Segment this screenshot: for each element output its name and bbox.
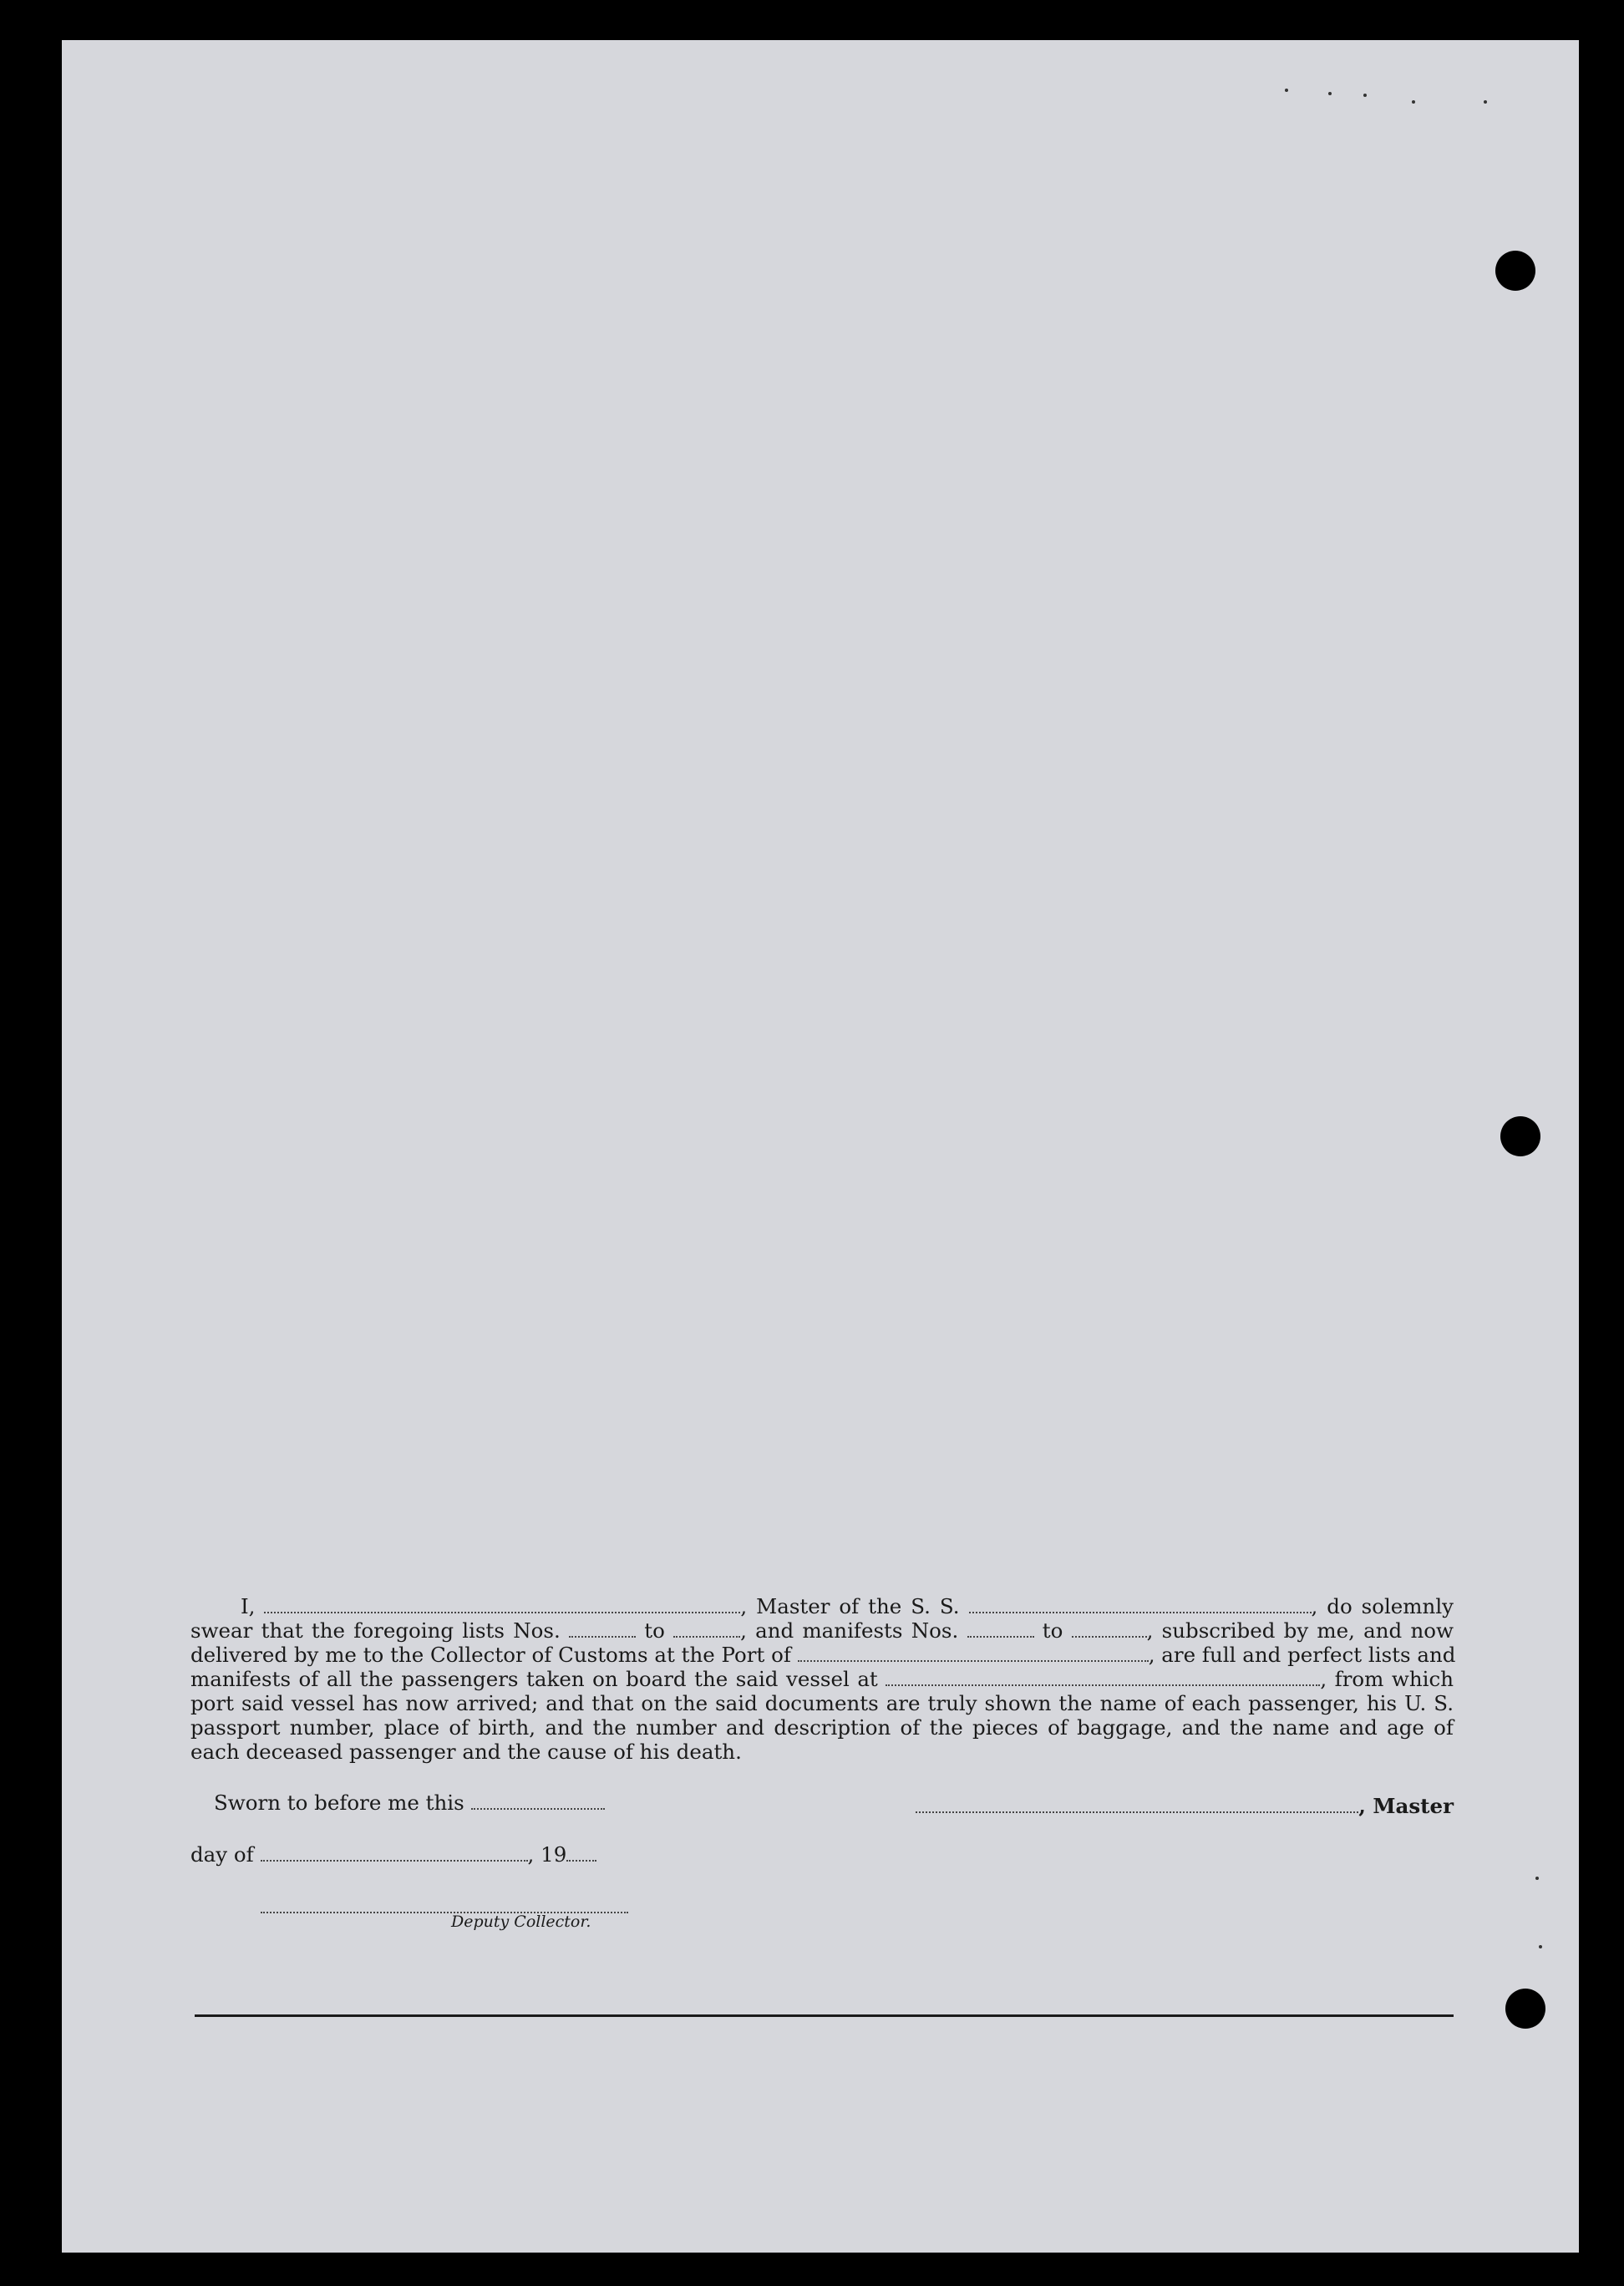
- oath-paragraph: [190, 1594, 1454, 1764]
- month-blank: [261, 1859, 528, 1862]
- vessel-name-blank: [969, 1611, 1312, 1613]
- oath-line-6: passport number, place of birth, and the number and description of the pieces of baggage, and the name and age of: [190, 1715, 1454, 1740]
- name-blank: [264, 1611, 740, 1613]
- departure-port-blank: [886, 1684, 1320, 1686]
- lists-from-blank: [569, 1635, 636, 1638]
- punch-hole-middle: [1500, 1116, 1540, 1156]
- day-row: day of , 19: [190, 1842, 596, 1867]
- oath-line-2: swear that the foregoing lists Nos. to , and manifests Nos. to , subscribed by me, and now: [190, 1618, 1454, 1643]
- manifests-to-blank: [1072, 1635, 1147, 1638]
- punch-hole-top: [1495, 251, 1535, 291]
- master-signature-row: , Master: [916, 1794, 1454, 1818]
- paper-speck: [1535, 1877, 1539, 1880]
- document-page: [62, 40, 1579, 2253]
- oath-line-4: manifests of all the passengers taken on board the said vessel at , from which: [190, 1667, 1454, 1691]
- paper-speck: [1328, 92, 1332, 95]
- sworn-row: Sworn to before me this: [214, 1791, 605, 1815]
- paper-speck: [1285, 89, 1288, 92]
- master-signature-blank: [916, 1811, 1358, 1813]
- punch-hole-bottom: [1505, 1989, 1545, 2029]
- year-blank: [566, 1859, 596, 1862]
- paper-speck: [1484, 100, 1487, 104]
- paper-speck: [1363, 94, 1367, 97]
- horizontal-rule: [195, 2014, 1454, 2017]
- lists-to-blank: [673, 1635, 740, 1638]
- manifests-from-blank: [967, 1635, 1034, 1638]
- oath-line-1: I, , Master of the S. S. , do solemnly: [241, 1594, 1454, 1618]
- paper-speck: [1539, 1945, 1542, 1948]
- oath-line-3: delivered by me to the Collector of Customs at the Port of , are full and perfect lists and: [190, 1643, 1456, 1667]
- oath-line-5: port said vessel has now arrived; and that on the said documents are truly shown the name of each passenger, his U. S.: [190, 1691, 1454, 1715]
- oath-line-7: each deceased passenger and the cause of his death.: [190, 1740, 742, 1764]
- paper-speck: [1412, 100, 1415, 104]
- deputy-collector-label: Deputy Collector.: [451, 1913, 591, 1931]
- port-blank: [798, 1659, 1149, 1662]
- sworn-date-blank: [471, 1807, 605, 1810]
- sworn-section: [190, 1791, 1454, 1916]
